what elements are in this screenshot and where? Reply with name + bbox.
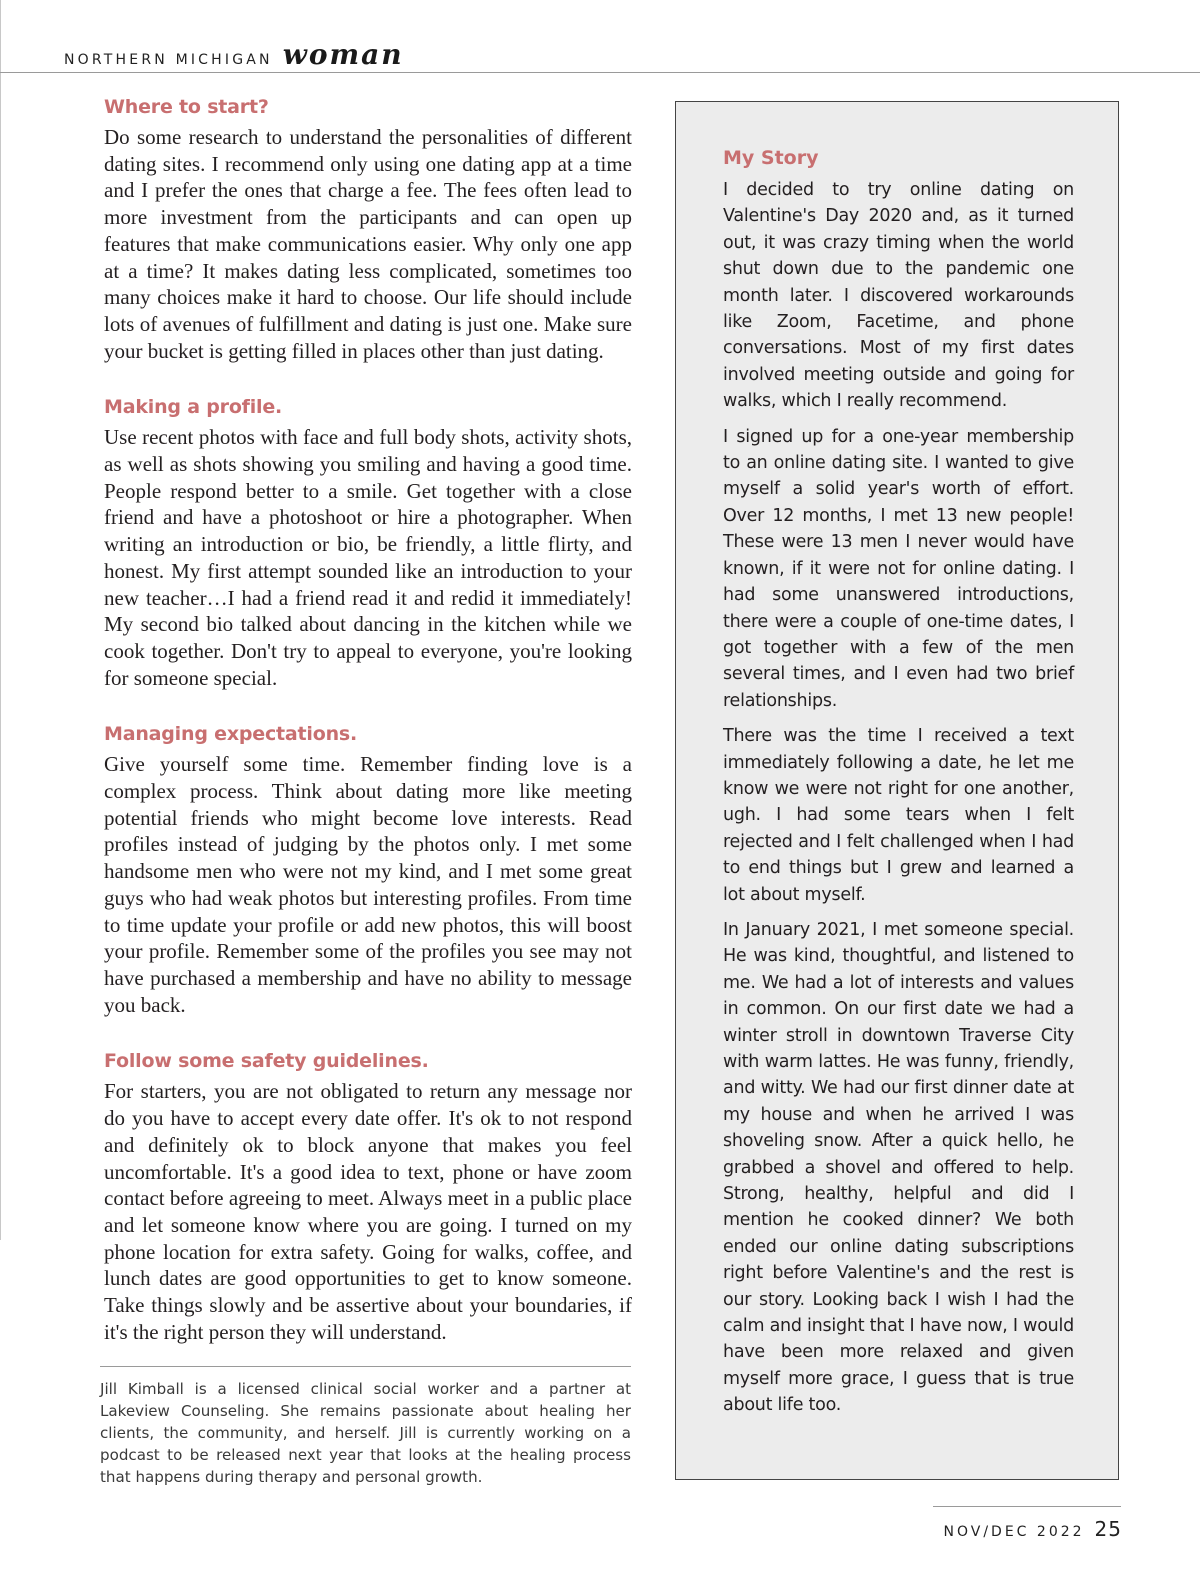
- section-body: For starters, you are not obligated to return any message nor do you have to accept every date offer. It's ok to not respond and definitely ok to block anyone that makes you feel uncomfortable. It's a good idea to text, phone or have zoom contact before agreeing to meet. Always meet in a public place and let someone know where you are going. I turned on my phone location for extra safety. Going for walks, coffee, and lunch dates are good opportunities to get to know someone. Take things slowly and be assertive about your boundaries, if it's the right person they will understand.: [104, 1079, 632, 1344]
- section-heading: Where to start?: [104, 96, 269, 118]
- bio-divider: [100, 1366, 631, 1367]
- main-article-column: [104, 96, 632, 1377]
- section-heading: Making a profile.: [104, 396, 283, 419]
- publication-name: NORTHERN MICHIGAN: [64, 52, 273, 68]
- sidebar-heading: My Story: [723, 147, 819, 169]
- sidebar-paragraph: There was the time I received a text immediately following a date, he let me know we were not right for one another, ugh. I had some tears when I felt rejected and I felt challenged when I had to end things but I grew and learned a lot about myself.: [723, 726, 1074, 905]
- footer-divider: [933, 1506, 1121, 1507]
- section-body: Do some research to understand the personalities of different dating sites. I recommend only using one dating app at a time and I prefer the ones that charge a fee. The fees often lead to more investment from the participants and can open up features that make communications easier. Why only one app at a time? It makes dating less complicated, sometimes too many choices make it hard to choose. Our life should include lots of avenues of fulfillment and dating is just one. Make sure your bucket is getting filled in places other than just dating.: [104, 125, 632, 363]
- sidebar-content: [723, 147, 1074, 1428]
- section-where-to-start: [104, 96, 632, 364]
- publication-script-logo: woman: [282, 38, 404, 71]
- issue-label: NOV/DEC 2022: [943, 1524, 1085, 1540]
- author-bio: Jill Kimball is a licensed clinical social worker and a partner at Lakeview Counseling. She remains passionate about healing her clients, the community, and herself. Jill is currently working on a podcast to be released next year that looks at the healing process that happens during therapy and personal growth.: [100, 1380, 631, 1486]
- sidebar-paragraph: I decided to try online dating on Valentine's Day 2020 and, as it turned out, it was crazy timing when the world shut down due to the pandemic one month later. I discovered workarounds like Zoom, Facetime, and phone conversations. Most of my first dates involved meeting outside and going for walks, which I really recommend.: [723, 180, 1074, 412]
- section-heading: Managing expectations.: [104, 723, 358, 746]
- page-footer: [944, 1517, 1122, 1541]
- page-edge-rule: [0, 0, 1, 1240]
- header-divider: [0, 72, 1200, 73]
- running-header: [64, 38, 404, 71]
- my-story-sidebar: [675, 101, 1119, 1480]
- section-heading: Follow some safety guidelines.: [104, 1050, 429, 1073]
- section-safety-guidelines: [104, 1050, 632, 1345]
- section-managing-expectations: [104, 723, 632, 1018]
- sidebar-paragraph: I signed up for a one-year membership to an online dating site. I wanted to give myself a solid year's worth of effort. Over 12 months, I met 13 new people! These were 13 men I never would have known, if it were not for online dating. I had some unanswered introductions, there were a couple of one-time dates, I got together with a few of the men several times, and I even had two brief relationships.: [723, 426, 1074, 711]
- section-body: Use recent photos with face and full body shots, activity shots, as well as shots showing you smiling and having a good time. People respond better to a smile. Get together with a close friend and have a photoshoot or hire a photographer. When writing an introduction or bio, be friendly, a little flirty, and honest. My first attempt sounded like an introduction to your new teacher…I had a friend read it and redid it immediately! My second bio talked about dancing in the kitchen while we cook together. Don't try to appeal to everyone, you're looking for someone special.: [104, 425, 632, 690]
- page-number: 25: [1094, 1517, 1122, 1541]
- section-making-a-profile: [104, 396, 632, 691]
- section-body: Give yourself some time. Remember finding love is a complex process. Think about dating more like meeting potential friends who might become love interests. Read profiles instead of judging by the photos only. I met some handsome men who were not my kind, and I met some great guys who had weak photos but interesting profiles. From time to time update your profile or add new photos, this will boost your profile. Remember some of the profiles you see may not have purchased a membership and have no ability to message you back.: [104, 752, 632, 1017]
- sidebar-paragraph: In January 2021, I met someone special. He was kind, thoughtful, and listened to me. We had a lot of interests and values in common. On our first date we had a winter stroll in downtown Traverse City with warm lattes. He was funny, friendly, and witty. We had our first dinner date at my house and when he arrived I was shoveling snow. After a quick hello, he grabbed a shovel and offered to help. Strong, healthy, helpful and did I mention he cooked dinner? We both ended our online dating subscriptions right before Valentine's and the rest is our story. Looking back I wish I had the calm and insight that I have now, I would have been more relaxed and given myself more grace, I guess that is true about life too.: [723, 919, 1074, 1416]
